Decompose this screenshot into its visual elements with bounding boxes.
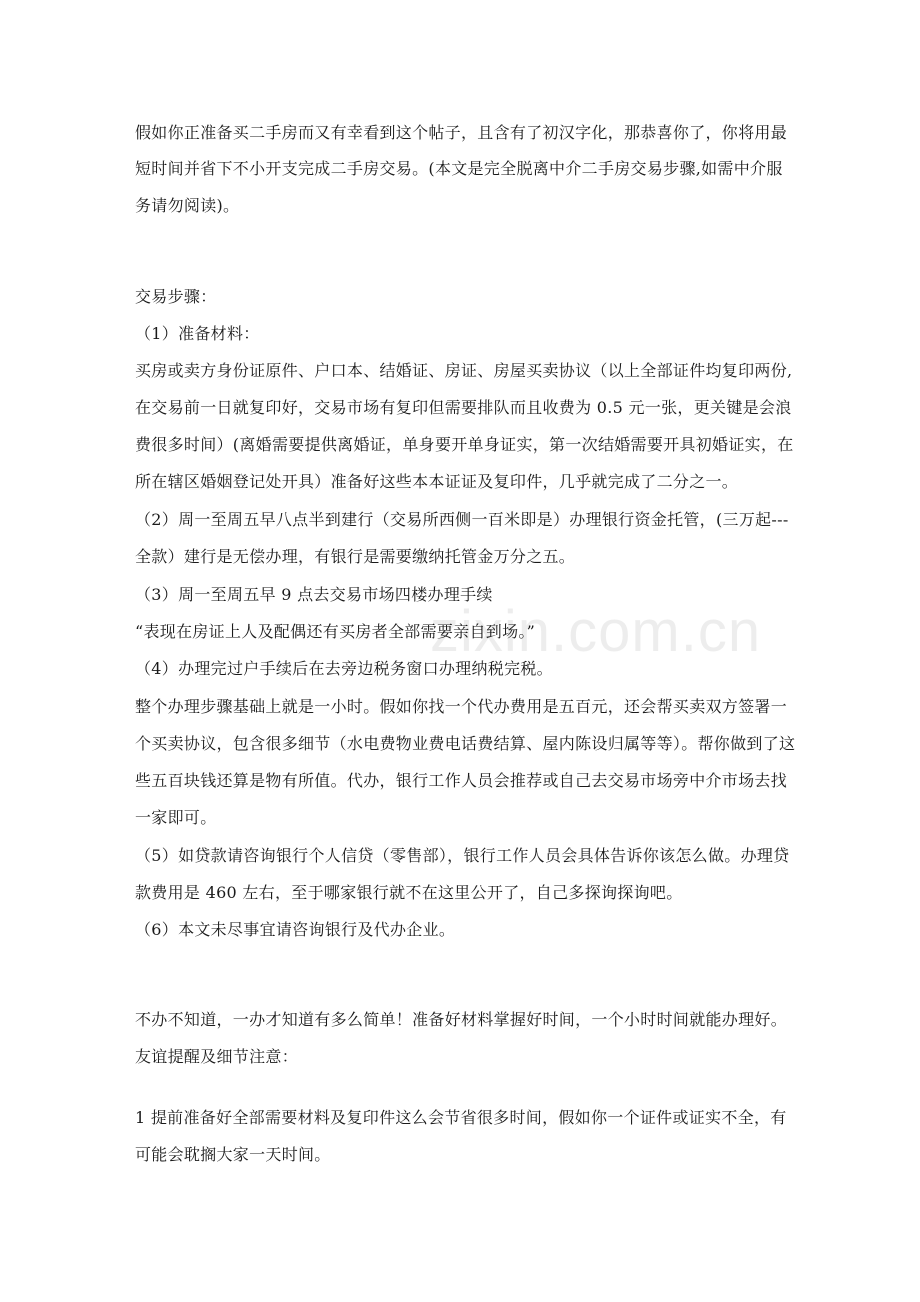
step-5-line-2: 款费用是 460 左右，至于哪家银行就不在这里公开了，自己多探询探询吧。	[135, 883, 683, 902]
intro-line-3: 务请勿阅读)。	[135, 196, 240, 215]
summary-line-4: 一家即可。	[135, 808, 217, 827]
summary-line-3: 些五百块钱还算是物有所值。代办，银行工作人员会推荐或自己去交易市场旁中介市场去找	[135, 771, 788, 790]
summary-line-2: 个买卖协议，包含很多细节（水电费物业费电话费结算、屋内陈设归属等等）。帮你做到了这	[135, 734, 796, 753]
intro-line-1: 假如你正准备买二手房而又有幸看到这个帖子，且含有了初汉字化，那恭喜你了，你将用最	[135, 123, 788, 142]
step-1-line-3: 费很多时间）(离婚需要提供离婚证，单身要开单身证实，第一次结婚需要开具初婚证实，在	[135, 435, 794, 454]
step-4-line-1: （4）办理完过户手续后在去旁边税务窗口办理纳税完税。	[135, 659, 553, 678]
step-1-line-1: 买房或卖方身份证原件、户口本、结婚证、房证、房屋买卖协议（以上全部证件均复印两份,	[135, 361, 793, 380]
step-1-line-4: 所在辖区婚姻登记处开具）准备好这些本本证证及复印件，几乎就完成了二分之一。	[135, 472, 739, 491]
tip-1-line-2: 可能会耽搁大家一天时间。	[135, 1145, 331, 1164]
watermark: zixin.com.cn	[430, 599, 762, 664]
step-5-line-1: （5）如贷款请咨询银行个人信贷（零售部），银行工作人员会具体告诉你该怎么做。办理贷	[135, 846, 790, 865]
intro-line-2: 短时间并省下不小开支完成二手房交易。(本文是完全脱离中介二手房交易步骤,如需中介服	[135, 159, 783, 178]
tip-1-line-1: 1 提前准备好全部需要材料及复印件这么会节省很多时间，假如你一个证件或证实不全，有	[135, 1108, 787, 1127]
tips-heading: 友谊提醒及细节注意：	[135, 1047, 299, 1066]
step-3-quote: “表现在房证上人及配偶还有买房者全部需要亲自到场。”	[135, 622, 536, 641]
closing-line: 不办不知道，一办才知道有多么简单！准备好材料掌握好时间，一个小时时间就能办理好。	[135, 1010, 788, 1029]
step-6-line-1: （6）本文未尽事宜请咨询银行及代办企业。	[135, 920, 456, 939]
step-1-heading: （1）准备材料：	[135, 324, 260, 343]
step-1-line-2: 在交易前一日就复印好，交易市场有复印但需要排队而且收费为 0.5 元一张，更关键是会浪	[135, 398, 792, 417]
step-3-line-1: （3）周一至周五早 9 点去交易市场四楼办理手续	[135, 585, 493, 604]
steps-heading: 交易步骤：	[135, 287, 217, 306]
summary-line-1: 整个办理步骤基础上就是一小时。假如你找一个代办费用是五百元，还会帮买卖双方签署一	[135, 697, 788, 716]
step-2-line-1: （2）周一至周五早八点半到建行（交易所西侧一百米即是）办理银行资金托管，(三万起---	[135, 510, 789, 529]
step-2-line-2: 全款）建行是无偿办理，有银行是需要缴纳托管金万分之五。	[135, 547, 576, 566]
